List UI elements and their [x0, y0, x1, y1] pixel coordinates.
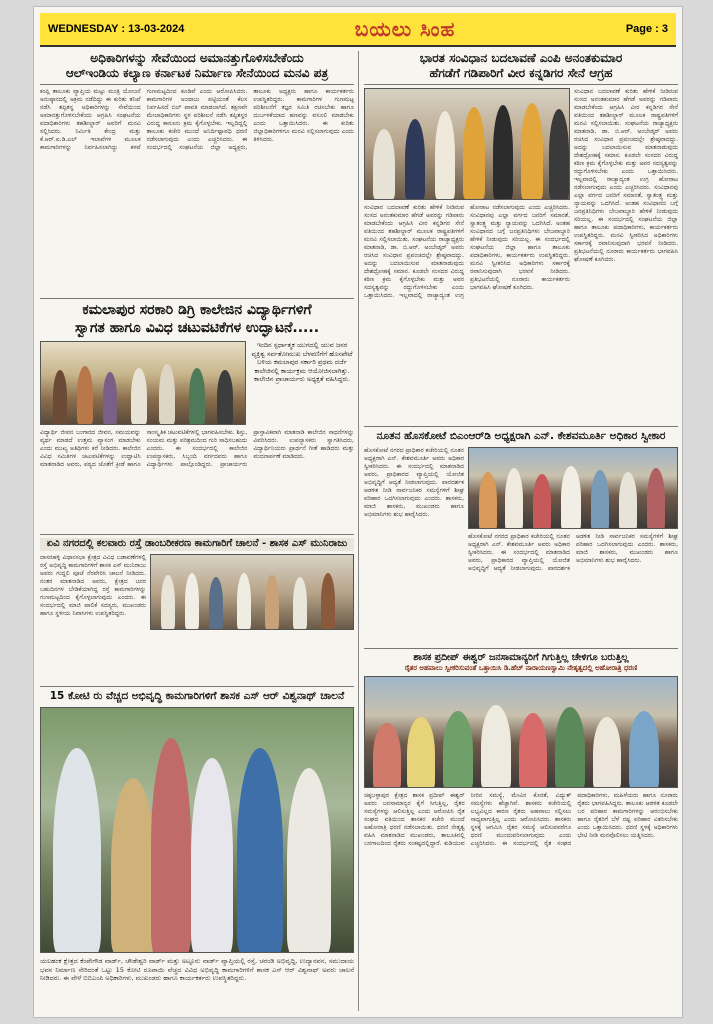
article-headline: ನೂತನ ಹೊಸಕೋಟೆ ಬಿಎಂಆರ್‌ಡಿ ಅಧ್ಯಕ್ಷರಾಗಿ ಎನ್. ಕೇಶವಮೂರ್ತಿ ಅಧಿಕಾರ ಸ್ವೀಕಾರ [376, 430, 666, 442]
article-subheadline: ರೈತರ ಅಹವಾಲು ಸ್ವೀಕರಿಸುವಂತೆ ಒತ್ತಾಯಿಸಿ ಡಿ.ಹೆಚ್ ನಾರಾಯಣಸ್ವಾಮಿ ನೇತೃತ್ವದಲ್ಲಿ ಅಹೋರಾತ್ರಿ ಧರಣಿ [404, 663, 638, 672]
article-headline: ಅಧಿಕಾರಿಗಳನ್ನು ಸೇವೆಯಿಂದ ಅಮಾನತ್ತುಗೊಳಿಸಬೇಕೆಂದು [90, 51, 304, 65]
article-body: ಕಂಪ್ಲಿ ತಾಲೂಕು ವ್ಯಾಪ್ತಿಯ ಮಟ್ಟು ಮಂತ್ರಿ ಯೋಜನೆ ಅನುಷ್ಠಾನದಲ್ಲಿ ಅಕ್ರಮ ನಡೆದಿದ್ದು ಈ ಕುರಿತು ತನಿಖೆ ನಡೆಸಿ ತಪ್ಪಿತಸ್ಥ ಅಧಿಕಾರಿಗಳನ್ನು ಸೇವೆಯಿಂದ ಅಮಾನತ್ತುಗೊಳಿಸಬೇಕೆಂದು ಆಗ್ರಹಿಸಿ ಸಂಘಟನೆಯ ಪದಾಧಿಕಾರಿಗಳು ತಹಶೀಲ್ದಾರ್ ಅವರಿಗೆ ಮನವಿ ಸಲ್ಲಿಸಿದರು. ನಿರ್ಮಿತಿ ಕೇಂದ್ರ ಮತ್ತು ಕೆ.ಆರ್.ಐ.ಡಿ.ಎಲ್ ಇಲಾಖೆಗಳ ಮೂಲಕ ಕಾಮಗಾರಿಗಳನ್ನು ನಿರ್ವಹಿಸಲಾಗಿದ್ದು ಕಳಪೆ ಗುಣಮಟ್ಟದಿಂದ ಕೂಡಿವೆ ಎಂದು ಆರೋಪಿಸಿದರು. ಕಾಮಗಾರಿಗಳ ಅಂದಾಜು ಪಟ್ಟಿಯಂತೆ ಕೆಲಸ ನಿರ್ವಹಿಸದೆ ಬಿಲ್ ಪಾವತಿ ಮಾಡಲಾಗಿದೆ. ತಕ್ಷಣವೇ ಮೇಲಾಧಿಕಾರಿಗಳು ಸ್ಥಳ ಪರಿಶೀಲನೆ ನಡೆಸಿ ತಪ್ಪಿತಸ್ಥರ ವಿರುದ್ಧ ಕಾನೂನು ಕ್ರಮ ಕೈಗೊಳ್ಳಬೇಕು. ಇಲ್ಲದಿದ್ದಲ್ಲಿ ತಾಲೂಕು ಕಚೇರಿ ಮುಂದೆ ಅನಿರ್ದಿಷ್ಟಾವಧಿ ಧರಣಿ ನಡೆಸಲಾಗುವುದು ಎಂದು ಎಚ್ಚರಿಸಿದರು. ಈ ಸಂದರ್ಭದಲ್ಲಿ ಸಂಘಟನೆಯ ಜಿಲ್ಲಾ ಅಧ್ಯಕ್ಷರು, ತಾಲೂಕು ಅಧ್ಯಕ್ಷರು ಹಾಗೂ ಕಾರ್ಯಕರ್ತರು ಉಪಸ್ಥಿತರಿದ್ದರು. ಕಾಮಗಾರಿಗಳ ಗುಣಮಟ್ಟ ಪರಿಶೀಲನೆಗೆ ತಜ್ಞರ ಸಮಿತಿ ರಚಿಸಬೇಕು ಹಾಗೂ ದುರ್ಬಳಕೆಯಾದ ಹಣವನ್ನು ವಸೂಲಿ ಮಾಡಬೇಕು ಎಂದು ಒತ್ತಾಯಿಸಿದರು. ಈ ಕುರಿತು ಜಿಲ್ಲಾಧಿಕಾರಿಗಳಿಗೂ ಮನವಿ ಸಲ್ಲಿಸಲಾಗುವುದು ಎಂದು ತಿಳಿಸಿದರು. [40, 88, 354, 151]
masthead [40, 13, 676, 47]
article-headline: 15 ಕೋಟಿ ರು ವೆಚ್ಚದ ಅಭಿವೃದ್ಧಿ ಕಾಮಗಾರಿಗಳಿಗೆ ಶಾಸಕ ಎಸ್ ಆರ್ ವಿಶ್ವನಾಥ್ ಚಾಲನೆ [49, 690, 345, 702]
article-kamalapura-college [40, 295, 354, 525]
article-body-continued: ಹೊಸಕೋಟೆ ನಗರದ ಪ್ರಾಧಿಕಾರ ಕಚೇರಿಯಲ್ಲಿ ನೂತನ ಅಧ್ಯಕ್ಷರಾಗಿ ಎನ್. ಕೇಶವಮೂರ್ತಿ ಅವರು ಅಧಿಕಾರ ಸ್ವೀಕರಿಸಿದರು. ಈ ಸಂದರ್ಭದಲ್ಲಿ ಮಾತನಾಡಿದ ಅವರು, ಪ್ರಾಧಿಕಾರದ ವ್ಯಾಪ್ತಿಯಲ್ಲಿ ಯೋಜಿತ ಅಭಿವೃದ್ಧಿಗೆ ಆದ್ಯತೆ ನೀಡಲಾಗುವುದು. ಪಾರದರ್ಶಕ ಆಡಳಿತ ನೀಡಿ ಸಾರ್ವಜನಿಕರ ಸಮಸ್ಯೆಗಳಿಗೆ ಶೀಘ್ರ ಪರಿಹಾರ ಒದಗಿಸಲಾಗುವುದು ಎಂದರು. ಶಾಸಕರು, ಮಾಜಿ ಶಾಸಕರು, ಮುಖಂಡರು ಹಾಗೂ ಅಭಿಮಾನಿಗಳು ಶುಭ ಹಾರೈಸಿದರು. [468, 533, 678, 573]
article-headline: ಶಾಸಕ ಪ್ರದೀಪ್ ಈಶ್ವರ್ ಜನಸಾಮಾನ್ಯರಿಗೆ ಗಿಗುತ್ತಿಲ್ಲ ಚೇಳಿಗೂ ಬರುತ್ತಿಲ್ಲ [413, 652, 629, 663]
article-road-asphalting [40, 531, 354, 675]
article-headline: ಹೆಗಡೆಗೆ ಗಡಿಪಾರಿಗೆ ವೀರ ಕನ್ನಡಿಗರ ಸೇನೆ ಆಗ್ರಹ [429, 66, 613, 80]
article-officials-suspension [40, 51, 354, 289]
article-body: ಹೊಸಕೋಟೆ ನಗರದ ಪ್ರಾಧಿಕಾರ ಕಚೇರಿಯಲ್ಲಿ ನೂತನ ಅಧ್ಯಕ್ಷರಾಗಿ ಎನ್. ಕೇಶವಮೂರ್ತಿ ಅವರು ಅಧಿಕಾರ ಸ್ವೀಕರಿಸಿದರು. ಈ ಸಂದರ್ಭದಲ್ಲಿ ಮಾತನಾಡಿದ ಅವರು, ಪ್ರಾಧಿಕಾರದ ವ್ಯಾಪ್ತಿಯಲ್ಲಿ ಯೋಜಿತ ಅಭಿವೃದ್ಧಿಗೆ ಆದ್ಯತೆ ನೀಡಲಾಗುವುದು. ಪಾರದರ್ಶಕ ಆಡಳಿತ ನೀಡಿ ಸಾರ್ವಜನಿಕರ ಸಮಸ್ಯೆಗಳಿಗೆ ಶೀಘ್ರ ಪರಿಹಾರ ಒದಗಿಸಲಾಗುವುದು ಎಂದರು. ಶಾಸಕರು, ಮಾಜಿ ಶಾಸಕರು, ಮುಖಂಡರು ಹಾಗೂ ಅಭಿಮಾನಿಗಳು ಶುಭ ಹಾರೈಸಿದರು. [364, 447, 464, 519]
article-headline: ಆಲ್ಇಂಡಿಯ ಕಲ್ಯಾಣ ಕರ್ನಾಟಕ ನಿರ್ಮಾಣ ಸೇನೆಯಿಂದ ಮನವಿ ಪತ್ರ [65, 66, 329, 80]
photo-and-text [468, 447, 678, 627]
photo-college-stage [40, 341, 246, 425]
left-column [40, 51, 354, 1013]
right-column [364, 51, 678, 1013]
article-body: ವಿದ್ಯಾರ್ಥಿ ಜೀವನ ಬಂಗಾರದ ಜೀವನ, ಸಮಯವನ್ನು ವ್ಯರ್ಥ ಮಾಡದೆ ಉತ್ತಮ ವ್ಯಾಸಂಗ ಮಾಡಬೇಕು ಎಂದು ಮುಖ್ಯ ಅತಿಥಿಗಳು ಕರೆ ನೀಡಿದರು. ಕಾಲೇಜಿನ ವಿವಿಧ ಸಮಿತಿಗಳ ಚಟುವಟಿಕೆಗಳನ್ನು ಉದ್ಘಾಟಿಸಿ ಮಾತನಾಡಿದ ಅವರು, ಪಠ್ಯದ ಜೊತೆಗೆ ಕ್ರೀಡೆ ಹಾಗೂ ಸಾಂಸ್ಕೃತಿಕ ಚಟುವಟಿಕೆಗಳಲ್ಲಿ ಭಾಗವಹಿಸಬೇಕು. ಶಿಸ್ತು, ಸಂಯಮ ಮತ್ತು ಪರಿಶ್ರಮದಿಂದ ಗುರಿ ಸಾಧಿಸಬಹುದು ಎಂದರು. ಈ ಸಂದರ್ಭದಲ್ಲಿ ಕಾಲೇಜಿನ ಉಪನ್ಯಾಸಕರು, ಸಿಬ್ಬಂದಿ ವರ್ಗದವರು ಹಾಗೂ ವಿದ್ಯಾರ್ಥಿಗಳು ಪಾಲ್ಗೊಂಡಿದ್ದರು. ಪ್ರಾಚಾರ್ಯರು ಪ್ರಾಸ್ತಾವಿಕವಾಗಿ ಮಾತನಾಡಿ ಕಾಲೇಜಿನ ಸಾಧನೆಗಳನ್ನು ವಿವರಿಸಿದರು. ಉಪನ್ಯಾಸಕರು ಸ್ವಾಗತಿಸಿದರು, ವಿದ್ಯಾರ್ಥಿನಿಯರು ಪ್ರಾರ್ಥನೆ ಗೀತೆ ಹಾಡಿದರು ಮತ್ತು ವಂದನಾರ್ಪಣೆ ಮಾಡಿದರು. [40, 429, 354, 468]
photo-and-text [364, 88, 570, 400]
story-row [364, 88, 678, 400]
divider [40, 686, 354, 687]
divider [40, 84, 354, 85]
photo-farmers-dharna [364, 676, 678, 788]
article-body: ಚಿಕ್ಕಬಳ್ಳಾಪುರ ಕ್ಷೇತ್ರದ ಶಾಸಕ ಪ್ರದೀಪ್ ಈಶ್ವರ್ ಅವರು ಜನಸಾಮಾನ್ಯರ ಕೈಗೆ ಸಿಗುತ್ತಿಲ್ಲ, ರೈತರ ಸಮಸ್ಯೆಗಳನ್ನು ಆಲಿಸುತ್ತಿಲ್ಲ ಎಂದು ಆರೋಪಿಸಿ ರೈತ ಸಂಘದ ವತಿಯಿಂದ ಶಾಸಕರ ಕಚೇರಿ ಮುಂದೆ ಅಹೋರಾತ್ರಿ ಧರಣಿ ನಡೆಸಲಾಯಿತು. ಧರಣಿ ನೇತೃತ್ವ ವಹಿಸಿ ಮಾತನಾಡಿದ ಮುಖಂಡರು, ತಾಲೂಕಿನಲ್ಲಿ ಬರಗಾಲದಿಂದ ರೈತರು ಸಂಕಷ್ಟದಲ್ಲಿದ್ದಾರೆ. ಕುಡಿಯುವ ನೀರಿನ ಸಮಸ್ಯೆ, ಮೇವಿನ ಕೊರತೆ, ವಿದ್ಯುತ್ ಸಮಸ್ಯೆಗಳು ಹೆಚ್ಚಾಗಿವೆ. ಶಾಸಕರು ಕಚೇರಿಯಲ್ಲಿ ಲಭ್ಯವಿಲ್ಲದ ಕಾರಣ ರೈತರು ಅಹವಾಲು ಸಲ್ಲಿಸಲು ಸಾಧ್ಯವಾಗುತ್ತಿಲ್ಲ ಎಂದು ಆರೋಪಿಸಿದರು. ಶಾಸಕರು ಸ್ಥಳಕ್ಕೆ ಆಗಮಿಸಿ ರೈತರ ಸಮಸ್ಯೆ ಆಲಿಸುವವರೆಗೂ ಧರಣಿ ಮುಂದುವರಿಸಲಾಗುವುದು ಎಂದು ಎಚ್ಚರಿಸಿದರು. ಈ ಸಂದರ್ಭದಲ್ಲಿ ರೈತ ಸಂಘದ ಪದಾಧಿಕಾರಿಗಳು, ಮಹಿಳೆಯರು ಹಾಗೂ ನೂರಾರು ರೈತರು ಭಾಗವಹಿಸಿದ್ದರು. ತಾಲೂಕು ಆಡಳಿತ ಕೂಡಲೇ ಬರ ಪರಿಹಾರ ಕಾಮಗಾರಿಗಳನ್ನು ಆರಂಭಿಸಬೇಕು ಹಾಗೂ ರೈತರಿಗೆ ಬೆಳೆ ನಷ್ಟ ಪರಿಹಾರ ವಿತರಿಸಬೇಕು ಎಂದು ಒತ್ತಾಯಿಸಿದರು. ಧರಣಿ ಸ್ಥಳಕ್ಕೆ ಅಧಿಕಾರಿಗಳು ಭೇಟಿ ನೀಡಿ ಮನವೊಲಿಸಲು ಯತ್ನಿಸಿದರು. [364, 791, 678, 847]
column-divider [358, 51, 359, 1011]
article-headline: ಸ್ವಾಗತ ಹಾಗೂ ವಿವಿಧ ಚಟುವಟಿಕೆಗಳ ಉದ್ಘಾಟನೆ..... [74, 319, 320, 336]
article-body-continued: ಸಂವಿಧಾನ ಬದಲಾವಣೆ ಕುರಿತು ಹೇಳಿಕೆ ನೀಡಿರುವ ಸಂಸದ ಅನಂತಕುಮಾರ ಹೆಗಡೆ ಅವರನ್ನು ಗಡಿಪಾರು ಮಾಡಬೇಕೆಂದು ಆಗ್ರಹಿಸಿ ವೀರ ಕನ್ನಡಿಗರ ಸೇನೆ ವತಿಯಿಂದ ತಹಶೀಲ್ದಾರ್ ಮೂಲಕ ರಾಷ್ಟ್ರಪತಿಗಳಿಗೆ ಮನವಿ ಸಲ್ಲಿಸಲಾಯಿತು. ಸಂಘಟನೆಯ ರಾಜ್ಯಾಧ್ಯಕ್ಷರು ಮಾತನಾಡಿ, ಡಾ. ಬಿ.ಆರ್. ಅಂಬೇಡ್ಕರ್ ಅವರು ರಚಿಸಿದ ಸಂವಿಧಾನ ಪ್ರಪಂಚದಲ್ಲೇ ಶ್ರೇಷ್ಠವಾದದ್ದು. ಅದನ್ನು ಬದಲಾಯಿಸುವ ಮಾತನಾಡುವುದು ದೇಶದ್ರೋಹಕ್ಕೆ ಸಮಾನ. ಕೂಡಲೇ ಸಂಸದರ ವಿರುದ್ಧ ಕಠಿಣ ಕ್ರಮ ಕೈಗೊಳ್ಳಬೇಕು ಮತ್ತು ಅವರ ಸದಸ್ಯತ್ವವನ್ನು ರದ್ದುಗೊಳಿಸಬೇಕು ಎಂದು ಒತ್ತಾಯಿಸಿದರು. ಇಲ್ಲವಾದಲ್ಲಿ ರಾಜ್ಯಾದ್ಯಂತ ಉಗ್ರ ಹೋರಾಟ ನಡೆಸಲಾಗುವುದು ಎಂದು ಎಚ್ಚರಿಸಿದರು. ಸಂವಿಧಾನವು ಎಲ್ಲಾ ವರ್ಗದ ಜನರಿಗೆ ಸಮಾನತೆ, ಸ್ವಾತಂತ್ರ್ಯ ಮತ್ತು ನ್ಯಾಯವನ್ನು ಒದಗಿಸಿದೆ. ಅಂತಹ ಸಂವಿಧಾನದ ಬಗ್ಗೆ ಜನಪ್ರತಿನಿಧಿಗಳು ಬೇಜವಾಬ್ದಾರಿ ಹೇಳಿಕೆ ನೀಡುವುದು ಸರಿಯಲ್ಲ. ಈ ಸಂದರ್ಭದಲ್ಲಿ ಸಂಘಟನೆಯ ಜಿಲ್ಲಾ ಹಾಗೂ ತಾಲೂಕು ಪದಾಧಿಕಾರಿಗಳು, ಕಾರ್ಯಕರ್ತರು ಉಪಸ್ಥಿತರಿದ್ದರು. ಮನವಿ ಸ್ವೀಕರಿಸಿದ ಅಧಿಕಾರಿಗಳು ಸರ್ಕಾರಕ್ಕೆ ರವಾನಿಸುವುದಾಗಿ ಭರವಸೆ ನೀಡಿದರು. ಪ್ರತಿಭಟನೆಯಲ್ಲಿ ನೂರಾರು ಕಾರ್ಯಕರ್ತರು ಭಾಗವಹಿಸಿ ಘೋಷಣೆ ಕೂಗಿದರು. [574, 88, 678, 263]
photo-mla-inauguration [40, 707, 354, 953]
photo-charge-taking [468, 447, 678, 529]
article-body: ಯಲಹಂಕ ಕ್ಷೇತ್ರದ ಕೆಂಪೇಗೌಡ ವಾರ್ಡ್, ಚೌಡೇಶ್ವರಿ ವಾರ್ಡ್ ಮತ್ತು ಅಟ್ಟೂರು ವಾರ್ಡ್ ವ್ಯಾಪ್ತಿಯಲ್ಲಿ ರಸ್ತೆ, ಚರಂಡಿ ಅಭಿವೃದ್ಧಿ, ಉದ್ಯಾನವನ, ಸಮುದಾಯ ಭವನ ನಿರ್ಮಾಣ ಸೇರಿದಂತೆ ಒಟ್ಟು 15 ಕೋಟಿ ರೂಪಾಯಿ ವೆಚ್ಚದ ವಿವಿಧ ಅಭಿವೃದ್ಧಿ ಕಾಮಗಾರಿಗಳಿಗೆ ಶಾಸಕ ಎಸ್ ಆರ್ ವಿಶ್ವನಾಥ್ ಅವರು ಚಾಲನೆ ನೀಡಿದರು. ಈ ವೇಳೆ ಬಿಬಿಎಂಪಿ ಅಧಿಕಾರಿಗಳು, ಮುಖಂಡರು ಹಾಗೂ ಕಾರ್ಯಕರ್ತರು ಉಪಸ್ಥಿತರಿದ್ದರು. [40, 957, 354, 983]
newspaper-title: ಬಯಲು ಸಿಂಹ [354, 17, 456, 41]
divider [40, 534, 354, 535]
article-headline: ಭಾರತ ಸಂವಿಧಾನ ಬದಲಾವಣೆ ಎಂಪಿ ಅನಂತಕುಮಾರ [419, 51, 623, 65]
photo-caption: ಇಂದಿನ ಸ್ಪರ್ಧಾತ್ಮಕ ಯುಗದಲ್ಲಿ ಯುವ ಜನರ ವ್ಯಕ್ತಿತ್ವ ಸರ್ವತೋಮುಖ ಬೆಳವಣಿಗೆಗೆ ಹೊಸಪೇಟೆ ಬಳಿಯ ಕಮಲಾಪುರ ಸರ್ಕಾರಿ ಪ್ರಥಮ ದರ್ಜೆ ಕಾಲೇಜಿನಲ್ಲಿ ಕಾರ್ಯಕ್ರಮ ಆಯೋಜಿಸಲಾಗಿತ್ತು. ಕಾಲೇಜಿನ ಪ್ರಾಚಾರ್ಯರು ಅಧ್ಯಕ್ಷತೆ ವಹಿಸಿದ್ದರು. [251, 341, 353, 383]
article-headline: ಕಮಲಾಪುರ ಸರಕಾರಿ ಡಿಗ್ರಿ ಕಾಲೇಜಿನ ವಿದ್ಯಾರ್ಥಿಗಳಿಗೆ [82, 302, 312, 318]
article-body: ಸಂವಿಧಾನ ಬದಲಾವಣೆ ಕುರಿತು ಹೇಳಿಕೆ ನೀಡಿರುವ ಸಂಸದ ಅನಂತಕುಮಾರ ಹೆಗಡೆ ಅವರನ್ನು ಗಡಿಪಾರು ಮಾಡಬೇಕೆಂದು ಆಗ್ರಹಿಸಿ ವೀರ ಕನ್ನಡಿಗರ ಸೇನೆ ವತಿಯಿಂದ ತಹಶೀಲ್ದಾರ್ ಮೂಲಕ ರಾಷ್ಟ್ರಪತಿಗಳಿಗೆ ಮನವಿ ಸಲ್ಲಿಸಲಾಯಿತು. ಸಂಘಟನೆಯ ರಾಜ್ಯಾಧ್ಯಕ್ಷರು ಮಾತನಾಡಿ, ಡಾ. ಬಿ.ಆರ್. ಅಂಬೇಡ್ಕರ್ ಅವರು ರಚಿಸಿದ ಸಂವಿಧಾನ ಪ್ರಪಂಚದಲ್ಲೇ ಶ್ರೇಷ್ಠವಾದದ್ದು. ಅದನ್ನು ಬದಲಾಯಿಸುವ ಮಾತನಾಡುವುದು ದೇಶದ್ರೋಹಕ್ಕೆ ಸಮಾನ. ಕೂಡಲೇ ಸಂಸದರ ವಿರುದ್ಧ ಕಠಿಣ ಕ್ರಮ ಕೈಗೊಳ್ಳಬೇಕು ಮತ್ತು ಅವರ ಸದಸ್ಯತ್ವವನ್ನು ರದ್ದುಗೊಳಿಸಬೇಕು ಎಂದು ಒತ್ತಾಯಿಸಿದರು. ಇಲ್ಲವಾದಲ್ಲಿ ರಾಜ್ಯಾದ್ಯಂತ ಉಗ್ರ ಹೋರಾಟ ನಡೆಸಲಾಗುವುದು ಎಂದು ಎಚ್ಚರಿಸಿದರು. ಸಂವಿಧಾನವು ಎಲ್ಲಾ ವರ್ಗದ ಜನರಿಗೆ ಸಮಾನತೆ, ಸ್ವಾತಂತ್ರ್ಯ ಮತ್ತು ನ್ಯಾಯವನ್ನು ಒದಗಿಸಿದೆ. ಅಂತಹ ಸಂವಿಧಾನದ ಬಗ್ಗೆ ಜನಪ್ರತಿನಿಧಿಗಳು ಬೇಜವಾಬ್ದಾರಿ ಹೇಳಿಕೆ ನೀಡುವುದು ಸರಿಯಲ್ಲ. ಈ ಸಂದರ್ಭದಲ್ಲಿ ಸಂಘಟನೆಯ ಜಿಲ್ಲಾ ಹಾಗೂ ತಾಲೂಕು ಪದಾಧಿಕಾರಿಗಳು, ಕಾರ್ಯಕರ್ತರು ಉಪಸ್ಥಿತರಿದ್ದರು. ಮನವಿ ಸ್ವೀಕರಿಸಿದ ಅಧಿಕಾರಿಗಳು ಸರ್ಕಾರಕ್ಕೆ ರವಾನಿಸುವುದಾಗಿ ಭರವಸೆ ನೀಡಿದರು. ಪ್ರತಿಭಟನೆಯಲ್ಲಿ ನೂರಾರು ಕಾರ್ಯಕರ್ತರು ಭಾಗವಹಿಸಿ ಘೋಷಣೆ ಕೂಗಿದರು. [364, 204, 570, 299]
story-row [364, 447, 678, 627]
photo-memorandum-submission [364, 88, 570, 200]
article-hoskote-bmrda [364, 423, 678, 637]
divider [364, 426, 678, 427]
article-body: ದಾಸರಹಳ್ಳಿ ವಿಧಾನಸಭಾ ಕ್ಷೇತ್ರದ ವಿವಿಧ ಬಡಾವಣೆಗಳಲ್ಲಿ ರಸ್ತೆ ಅಭಿವೃದ್ಧಿ ಕಾಮಗಾರಿಗಳಿಗೆ ಶಾಸಕ ಎಸ್ ಮುನಿರಾಜು ಅವರು ಗುದ್ದಲಿ ಪೂಜೆ ನೆರವೇರಿಸಿ ಚಾಲನೆ ನೀಡಿದರು. ನಂತರ ಮಾತನಾಡಿದ ಅವರು, ಕ್ಷೇತ್ರದ ಜನರ ಬಹುದಿನಗಳ ಬೇಡಿಕೆಯಾಗಿದ್ದ ರಸ್ತೆ ಕಾಮಗಾರಿಗಳನ್ನು ಗುಣಮಟ್ಟದಿಂದ ಕೈಗೊಳ್ಳಲಾಗುವುದು ಎಂದರು. ಈ ಸಂದರ್ಭದಲ್ಲಿ ಮಾಜಿ ಪಾಲಿಕೆ ಸದಸ್ಯರು, ಮುಖಂಡರು ಹಾಗೂ ಸ್ಥಳೀಯ ನಿವಾಸಿಗಳು ಉಪಸ್ಥಿತರಿದ್ದರು. [40, 553, 146, 617]
newspaper-page [33, 6, 683, 1018]
photo-road-ceremony [150, 554, 354, 630]
photo-row [40, 341, 354, 425]
divider [364, 84, 678, 85]
page-number: Page : 3 [625, 23, 668, 35]
article-farmers-protest [364, 645, 678, 1013]
story-row [40, 554, 354, 674]
divider [364, 648, 678, 649]
article-15-crore-works [40, 683, 354, 1013]
divider [40, 298, 354, 299]
article-headline: ಏವಿ ನಗರದಲ್ಲಿ ಕಲವಾರು ರಸ್ತೆ ಡಾಂಬರೀಕರಣ ಕಾಮಗಾರಿಗೆ ಚಾಲನೆ - ಶಾಸಕ ಎಸ್ ಮುನಿರಾಜು [40, 538, 354, 551]
article-constitution-change [364, 51, 678, 415]
issue-date: WEDNESDAY : 13-03-2024 [48, 23, 185, 35]
